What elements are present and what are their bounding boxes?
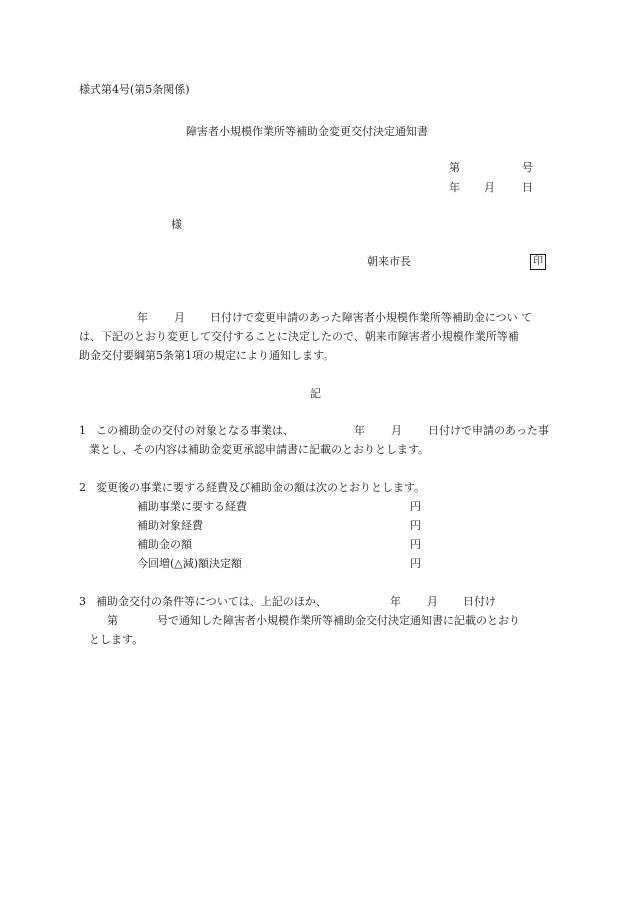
- item1-text-b: 日付けで申請のあった事: [428, 424, 549, 437]
- cost-row-label: 補助金の額: [137, 538, 192, 551]
- intro-year: 年: [137, 311, 148, 324]
- item3-number: 3: [79, 595, 86, 608]
- item1-line-2: 業とし、その内容は補助金変更承認申請書に記載のとおりとします。: [89, 443, 430, 456]
- cost-row-unit: 円: [410, 500, 421, 513]
- cost-row-unit: 円: [410, 538, 421, 551]
- doc-date-year: 年: [449, 181, 460, 194]
- intro-line-2: は、下記のとおり変更して交付することに決定したので、朝来市障害者小規模作業所等補: [79, 330, 519, 343]
- issuer-name: 朝来市長: [367, 255, 411, 268]
- doc-date-month: 月: [484, 181, 495, 194]
- cost-row-unit: 円: [410, 557, 421, 570]
- doc-number-go: 号: [522, 161, 533, 174]
- item2-text: 変更後の事業に要する経費及び補助金の額は次のとおりとします。: [96, 481, 426, 494]
- intro-line-3: 助金交付要綱第5条第1項の規定により通知します。: [79, 349, 335, 362]
- page-title: 障害者小規模作業所等補助金変更交付決定通知書: [186, 125, 428, 138]
- item3-line-3: とします。: [89, 633, 144, 646]
- cost-row-label: 今回増(△減)額決定額: [137, 557, 243, 570]
- item2-number: 2: [79, 481, 86, 494]
- doc-number-dai: 第: [449, 161, 460, 174]
- item3-month: 月: [427, 595, 438, 608]
- item3-dai: 第: [107, 614, 118, 627]
- intro-month: 月: [174, 311, 185, 324]
- item3-line-2: 号で通知した障害者小規模作業所等補助金交付決定通知書に記載のとおり: [157, 614, 520, 627]
- form-label: 様式第4号(第5条関係): [79, 83, 190, 96]
- doc-date-day: 日: [522, 181, 533, 194]
- item1-number: 1: [79, 424, 86, 437]
- ki-heading: 記: [310, 387, 321, 400]
- seal-box: 印: [530, 254, 546, 270]
- cost-row-unit: 円: [410, 519, 421, 532]
- addressee-honorific: 様: [171, 218, 182, 231]
- intro-lead: 日付けで変更申請のあった障害者小規模作業所等補助金につい て: [210, 311, 533, 324]
- item3-date-suffix: 日付け: [463, 595, 496, 608]
- cost-row-label: 補助事業に要する経費: [137, 500, 247, 513]
- cost-row-label: 補助対象経費: [137, 519, 203, 532]
- item1-year: 年: [354, 424, 365, 437]
- item3-text-a: 補助金交付の条件等については、上記のほか、: [96, 595, 327, 608]
- item1-month: 月: [391, 424, 402, 437]
- item3-year: 年: [390, 595, 401, 608]
- item1-text-a: この補助金の交付の対象となる事業は、: [96, 424, 294, 437]
